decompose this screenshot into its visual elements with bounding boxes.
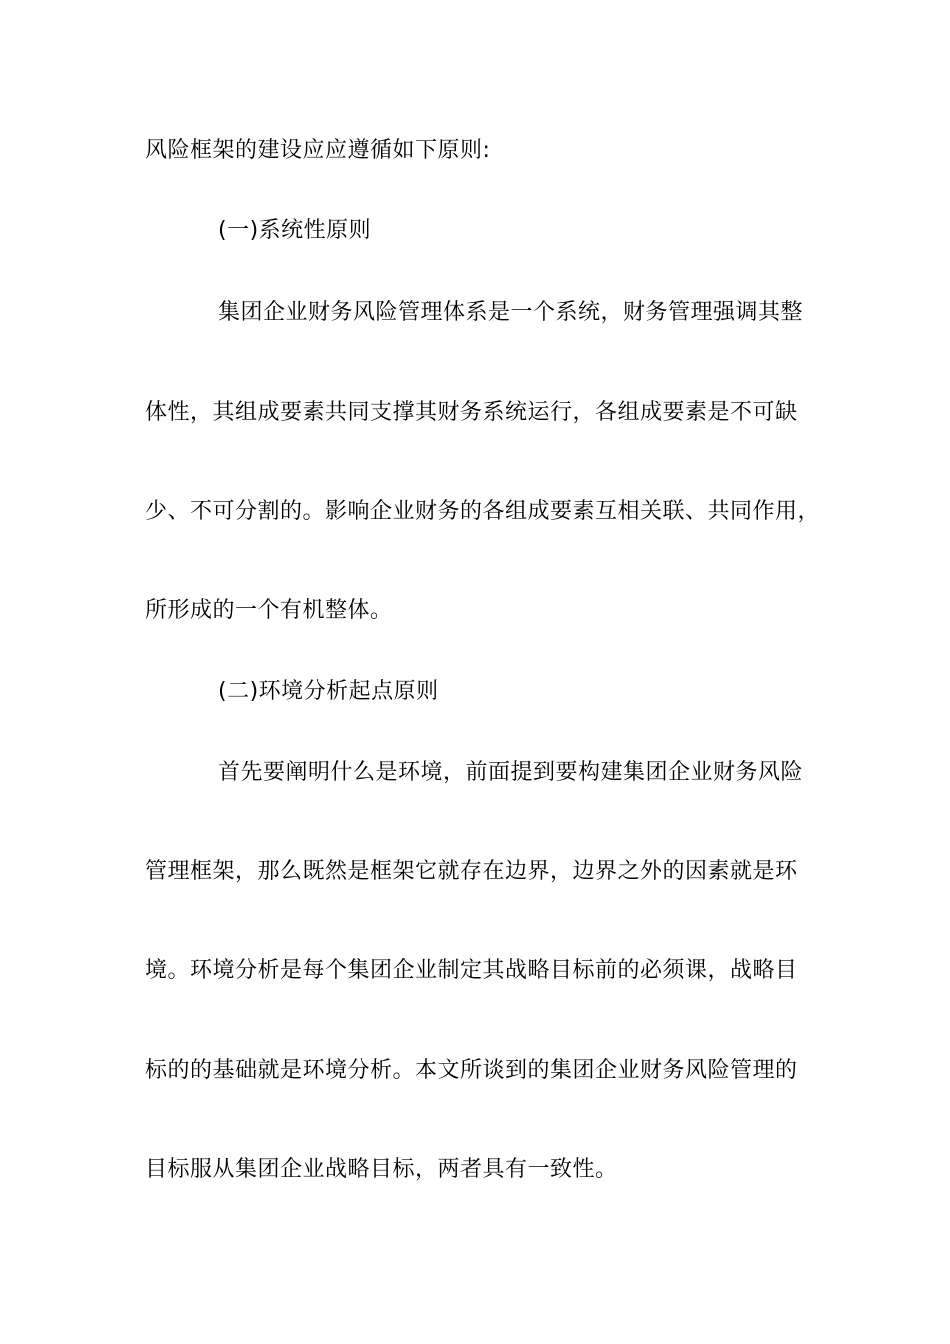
paragraph-1-line-2: 体性，其组成要素共同支撑其财务系统运行，各组成要素是不可缺 <box>145 400 798 425</box>
paragraph-1-line-3: 少、不可分割的。影响企业财务的各组成要素互相关联、共同作用， <box>145 499 821 524</box>
section-heading-1: (一)系统性原则 <box>218 218 372 243</box>
paragraph-2-line-1: 首先要阐明什么是环境，前面提到要构建集团企业财务风险 <box>218 760 804 785</box>
section-heading-2: (二)环境分析起点原则 <box>218 679 439 704</box>
paragraph-2-line-4: 标的的基础就是环境分析。本文所谈到的集团企业财务风险管理的 <box>145 1058 798 1083</box>
paragraph-2-line-3: 境。环境分析是每个集团企业制定其战略目标前的必须课，战略目 <box>145 958 798 983</box>
paragraph-1-line-4: 所形成的一个有机整体。 <box>145 598 393 623</box>
paragraph-2-line-2: 管理框架，那么既然是框架它就存在边界，边界之外的因素就是环 <box>145 859 798 884</box>
paragraph-1-line-1: 集团企业财务风险管理体系是一个系统，财务管理强调其整 <box>218 300 804 325</box>
paragraph-2-line-5: 目标服从集团企业战略目标，两者具有一致性。 <box>145 1157 618 1182</box>
intro-line: 风险框架的建设应应遵循如下原则: <box>145 138 491 163</box>
